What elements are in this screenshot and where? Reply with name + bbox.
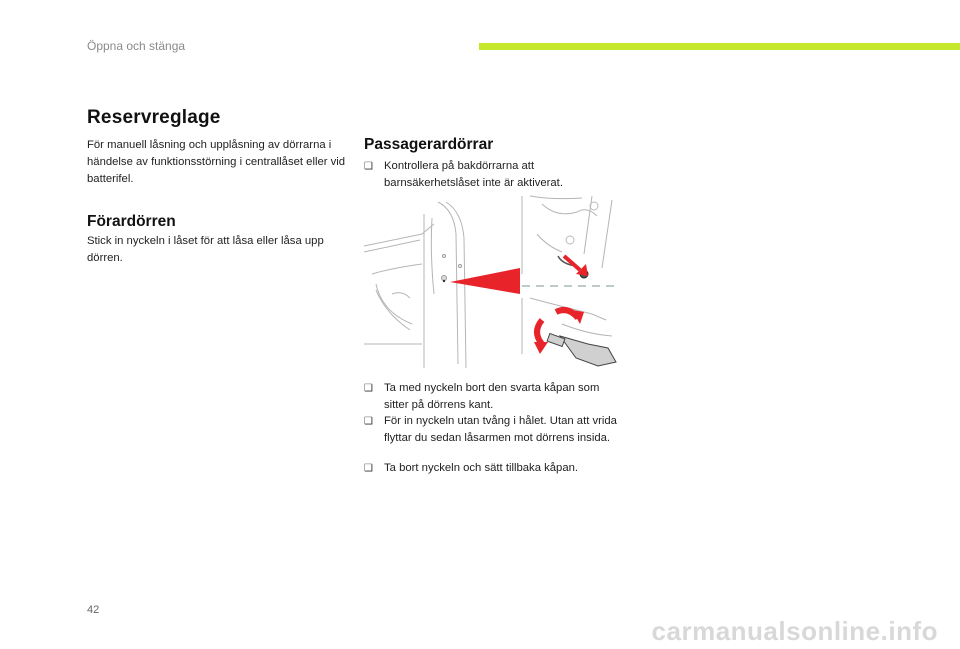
- bullet-item: [364, 460, 626, 477]
- bullet-item: [364, 158, 614, 192]
- bullet-text: För in nyckeln utan tvång i hålet. Utan att vrida flyttar du sedan låsarmen mot dörrens insida.: [384, 415, 617, 444]
- intro-paragraph: För manuell låsning och upplåsning av dörrarna i händelse av funktionsstörning i centrallåset eller vid batterifel.: [87, 139, 346, 185]
- bullet-marker-icon: ❑: [364, 416, 373, 427]
- bullet-marker-icon: ❑: [364, 383, 373, 394]
- bullet-text: Ta med nyckeln bort den svarta kåpan som sitter på dörrens kant.: [384, 382, 600, 411]
- bullet-marker-icon: ❑: [364, 161, 373, 172]
- section-label: Öppna och stänga: [87, 39, 186, 53]
- page-title: Reservreglage: [87, 107, 221, 128]
- page-number: 42: [87, 604, 100, 616]
- watermark-text: carmanualsonline.info: [651, 616, 938, 646]
- driver-door-heading: Förardörren: [87, 213, 176, 230]
- section-accent-bar: [479, 43, 960, 50]
- bullet-item: [364, 413, 626, 447]
- passenger-doors-heading: Passagerardörrar: [364, 136, 494, 153]
- bullet-marker-icon: ❑: [364, 463, 373, 474]
- bullet-text: Ta bort nyckeln och sätt tillbaka kåpan.: [384, 462, 579, 474]
- bullet-text: Kontrollera på bakdörrarna att barnsäkerhetslåset inte är aktiverat.: [384, 160, 563, 189]
- driver-door-text: Stick in nyckeln i låset för att låsa eller låsa upp dörren.: [87, 235, 324, 264]
- door-lock-illustration: [362, 194, 618, 368]
- bullet-item: [364, 380, 626, 414]
